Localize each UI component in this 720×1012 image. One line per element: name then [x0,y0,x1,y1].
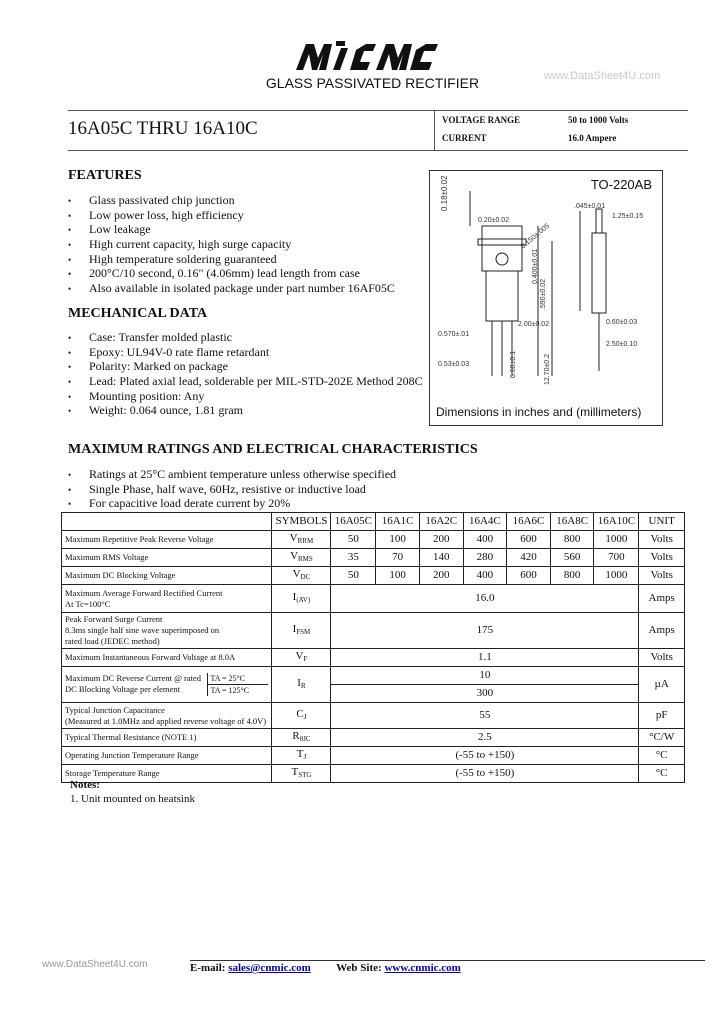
dimension-label: .045±0.01 [574,203,606,210]
dimension-label: 0.60±0.03 [606,319,638,326]
footer-rule [190,960,705,961]
value-cell: 55 [331,703,639,729]
header-rule-top [68,110,688,111]
dimension-label: 6.60±0.1 [510,350,518,379]
dimension-label: 0.20±0.02 [478,217,510,224]
dimension-label: 0.150±.005 [519,222,552,251]
dimension-label: 0.53±0.03 [438,361,470,368]
value-cell: 100 [376,531,420,549]
symbol-cell: $R_{\theta JC}$ [272,729,331,747]
value-cell: 560 [550,549,594,567]
symbol-cell: $T_{STG}$ [272,765,331,783]
dimension-label: 0.18±0.02 [440,175,449,211]
feature-item: • Low power loss, high efficiency [68,208,395,223]
value-cell: 800 [550,531,594,549]
column-header: 16A05C [331,513,376,531]
package-caption: Dimensions in inches and (millimeters) [436,405,642,419]
dimension-label: 0.400±0.01 [531,249,539,284]
unit-cell: °C [639,765,685,783]
value-cell: 300 [331,685,639,703]
mechanical-item: • Epoxy: UL94V-0 rate flame retardant [68,345,423,360]
feature-item: • High current capacity, high surge capacity [68,237,395,252]
param-cell: Maximum RMS Voltage [62,549,272,567]
mechanical-item: • Case: Transfer molded plastic [68,330,423,345]
symbol-cell: $V_{DC}$ [272,567,331,585]
value-cell: 280 [463,549,507,567]
unit-cell: °C [639,747,685,765]
value-cell: (-55 to +150) [331,747,639,765]
column-header: 16A6C [507,513,551,531]
symbol-cell: $I_{FSM}$ [272,613,331,649]
table-row [62,729,685,747]
column-header: SYMBOLS [272,513,331,531]
param-cell: Maximum Instantaneous Forward Voltage at 8.0A [62,649,272,667]
param-cell: Typical Thermal Resistance (NOTE 1) [62,729,272,747]
table-row [62,765,685,783]
table-row [62,567,685,585]
part-number-range: 16A05C THRU 16A10C [68,118,258,139]
mechanical-item: • Lead: Plated axial lead, solderable per MIL-STD-202E Method 208C [68,374,423,389]
watermark-bottom: www.DataSheet4U.com [42,959,148,970]
table-header-row [62,513,685,531]
mechanical-heading: MECHANICAL DATA [68,306,208,321]
column-header: 16A8C [550,513,594,531]
email-link[interactable]: sales@cnmic.com [228,962,311,974]
features-heading: FEATURES [68,168,142,183]
table-row [62,613,685,649]
value-cell: 100 [376,567,420,585]
column-header: 16A2C [419,513,463,531]
value-cell: 200 [419,567,463,585]
table-row [62,549,685,567]
ratings-table [61,512,685,783]
feature-item: • Glass passivated chip junction [68,193,395,208]
value-cell: 1.1 [331,649,639,667]
condition-item: • Single Phase, half wave, 60Hz, resistive or inductive load [68,482,396,497]
feature-item: • 200°C/10 second, 0.16" (4.06mm) lead length from case [68,266,395,281]
symbol-cell: $V_{RMS}$ [272,549,331,567]
current-label: CURRENT [442,133,487,143]
value-cell: 400 [463,531,507,549]
ir-condition: TA = 25°C [208,673,268,685]
value-cell: 200 [419,531,463,549]
mechanical-item: • Mounting position: Any [68,389,423,404]
package-name: TO-220AB [590,177,652,192]
value-cell: 35 [331,549,376,567]
mechanical-item: • Polarity: Marked on package [68,359,423,374]
value-cell: (-55 to +150) [331,765,639,783]
voltage-range-label: VOLTAGE RANGE [442,115,521,125]
param-cell: Maximum DC Blocking Voltage [62,567,272,585]
value-cell: 400 [463,567,507,585]
header-rule-bottom [68,150,688,151]
unit-cell: Volts [639,531,685,549]
param-cell: Maximum Average Forward Rectified Current At Tc=100°C [62,585,272,613]
dimension-label: 1.25±0.15 [612,213,644,220]
ratings-heading: MAXIMUM RATINGS AND ELECTRICAL CHARACTERISTICS [68,442,478,457]
value-cell: 50 [331,567,376,585]
value-cell: 600 [507,567,551,585]
symbol-cell: $V_{RRM}$ [272,531,331,549]
dimension-label: 2.00±0.02 [518,321,550,328]
value-cell: 600 [507,531,551,549]
company-logo [292,40,442,72]
column-header: UNIT [639,513,685,531]
mechanical-item: • Weight: 0.064 ounce, 1.81 gram [68,403,423,418]
dimension-label: 2.50±0.10 [606,341,638,348]
ir-condition: TA = 125°C [210,686,250,695]
unit-cell: Volts [639,649,685,667]
unit-cell: Amps [639,613,685,649]
unit-cell: Volts [639,567,685,585]
param-cell: Operating Junction Temperature Range [62,747,272,765]
param-cell: Storage Temperature Range [62,765,272,783]
dimension-label: 12.70±0.2 [544,353,552,386]
table-row [62,747,685,765]
column-header: 16A4C [463,513,507,531]
unit-cell: pF [639,703,685,729]
value-cell: 10 [331,667,639,685]
param-cell: Peak Forward Surge Current 8.3ms single half sine wave superimposed on rated load (JEDEC method) [62,613,272,649]
symbol-cell: $C_J$ [272,703,331,729]
unit-cell: Amps [639,585,685,613]
value-cell: 2.5 [331,729,639,747]
note-item: 1. Unit mounted on heatsink [70,793,195,805]
dimension-label: .590±0.02 [540,278,548,311]
symbol-cell: $I_{(AV)}$ [272,585,331,613]
value-cell: 16.0 [331,585,639,613]
website-link[interactable]: www.cnmic.com [384,962,461,974]
value-cell: 1000 [594,531,639,549]
param-cell: Maximum DC Reverse Current @ rated DC Blocking Voltage per element TA = 25°C TA = 125°C [62,667,272,703]
unit-cell: µA [639,667,685,703]
current-value: 16.0 Ampere [568,133,617,143]
dimension-label: 0.570±.01 [438,331,470,338]
param-cell: Typical Junction Capacitance (Measured at 1.0MHz and applied reverse voltage of 4.0V) [62,703,272,729]
mechanical-list [68,330,423,418]
ratings-conditions [68,467,396,511]
value-cell: 140 [419,549,463,567]
unit-cell: Volts [639,549,685,567]
header-divider [434,110,435,150]
document-subtitle: GLASS PASSIVATED RECTIFIER [265,75,480,91]
unit-cell: °C/W [639,729,685,747]
value-cell: 700 [594,549,639,567]
value-cell: 1000 [594,567,639,585]
table-row [62,649,685,667]
feature-item: • Also available in isolated package under part number 16AF05C [68,281,395,296]
symbol-cell: $V_F$ [272,649,331,667]
column-header: 16A10C [594,513,639,531]
value-cell: 50 [331,531,376,549]
value-cell: 420 [507,549,551,567]
condition-item: • For capacitive load derate current by 20% [68,496,396,511]
watermark-top: www.DataSheet4U.com [544,70,661,82]
feature-item: • Low leakage [68,222,395,237]
table-row [62,531,685,549]
voltage-range-value: 50 to 1000 Volts [568,115,629,125]
feature-item: • High temperature soldering guaranteed [68,252,395,267]
symbol-cell: $T_J$ [272,747,331,765]
table-row [62,667,685,685]
column-header: 16A1C [376,513,420,531]
symbol-cell: $I_R$ [272,667,331,703]
value-cell: 800 [550,567,594,585]
value-cell: 175 [331,613,639,649]
condition-item: • Ratings at 25°C ambient temperature unless otherwise specified [68,467,396,482]
footer-contact [190,962,461,974]
web-label: Web Site: [336,962,382,974]
value-cell: 70 [376,549,420,567]
table-row [62,585,685,613]
notes-heading: Notes: [70,779,100,791]
table-row [62,703,685,729]
email-label: E-mail: [190,962,226,974]
package-drawing-box [429,170,663,426]
features-list [68,193,395,296]
param-cell: Maximum Repetitive Peak Reverse Voltage [62,531,272,549]
